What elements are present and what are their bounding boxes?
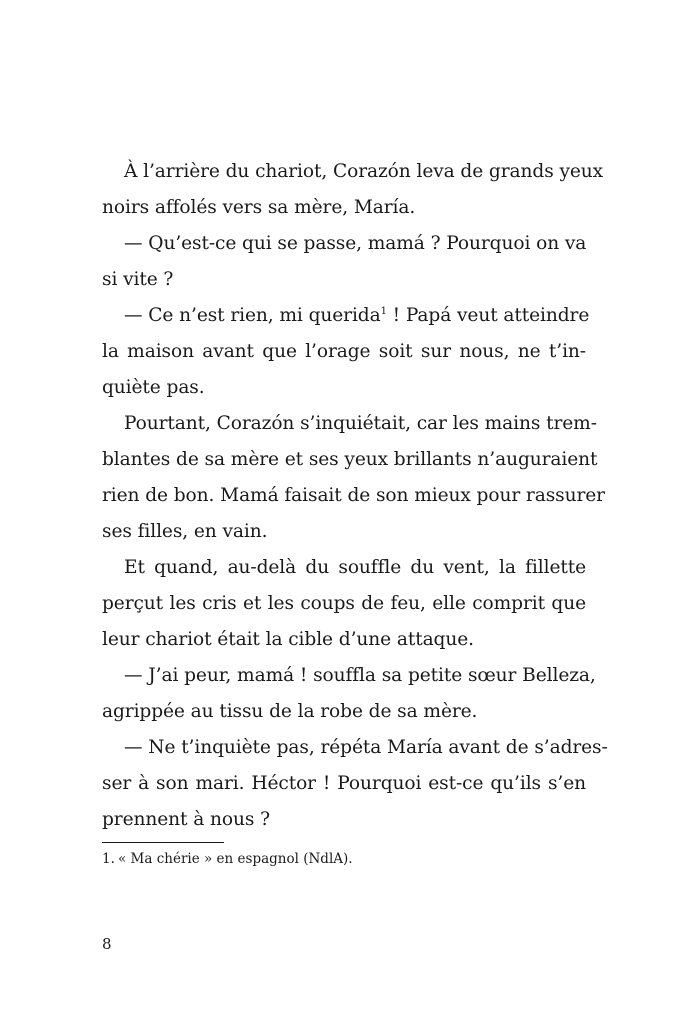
text-line-with-footnote bbox=[102, 298, 590, 334]
page-number: 8 bbox=[102, 935, 112, 953]
text-line: blantes de sa mère et ses yeux brillants n’auguraient bbox=[102, 449, 598, 470]
text-line: prennent à nous ? bbox=[102, 809, 270, 830]
text-line: — Ne t’inquiète pas, répéta María avant de s’adres- bbox=[124, 737, 608, 758]
footnote-text: « Ma chérie » en espagnol (NdlA). bbox=[118, 851, 353, 867]
text-line: noirs affolés vers sa mère, María. bbox=[102, 197, 416, 218]
text-line: Pourtant, Corazón s’inquiétait, car les mains trem- bbox=[124, 413, 597, 434]
text-line: Et quand, au-delà du souffle du vent, la fillette bbox=[124, 557, 586, 578]
text-line: perçut les cris et les coups de feu, elle comprit que bbox=[102, 593, 586, 614]
text-line: quiète pas. bbox=[102, 377, 205, 398]
text-line: ses filles, en vain. bbox=[102, 521, 268, 542]
text-line: rien de bon. Mamá faisait de son mieux pour rassurer bbox=[102, 485, 605, 506]
text-line: À l’arrière du chariot, Corazón leva de grands yeux bbox=[124, 161, 604, 182]
text-line: la maison avant que l’orage soit sur nous, ne t’in- bbox=[102, 341, 586, 362]
text-segment: ! Papá veut atteindre bbox=[386, 305, 590, 326]
body-text bbox=[102, 154, 608, 838]
footnote bbox=[102, 849, 353, 869]
footnote-reference: 1 bbox=[380, 305, 387, 317]
text-segment: — Ce n’est rien, mi querida bbox=[124, 305, 381, 326]
text-line: si vite ? bbox=[102, 269, 174, 290]
text-line: — Qu’est-ce qui se passe, mamá ? Pourquoi on va bbox=[124, 233, 587, 254]
text-line: — J’ai peur, mamá ! souffla sa petite sœur Belleza, bbox=[124, 665, 596, 686]
footnote-number: 1. bbox=[102, 851, 115, 867]
text-line: ser à son mari. Héctor ! Pourquoi est-ce qu’ils s’en bbox=[102, 773, 586, 794]
text-line: agrippée au tissu de la robe de sa mère. bbox=[102, 701, 478, 722]
footnote-divider bbox=[102, 842, 224, 843]
text-line: leur chariot était la cible d’une attaque. bbox=[102, 629, 474, 650]
